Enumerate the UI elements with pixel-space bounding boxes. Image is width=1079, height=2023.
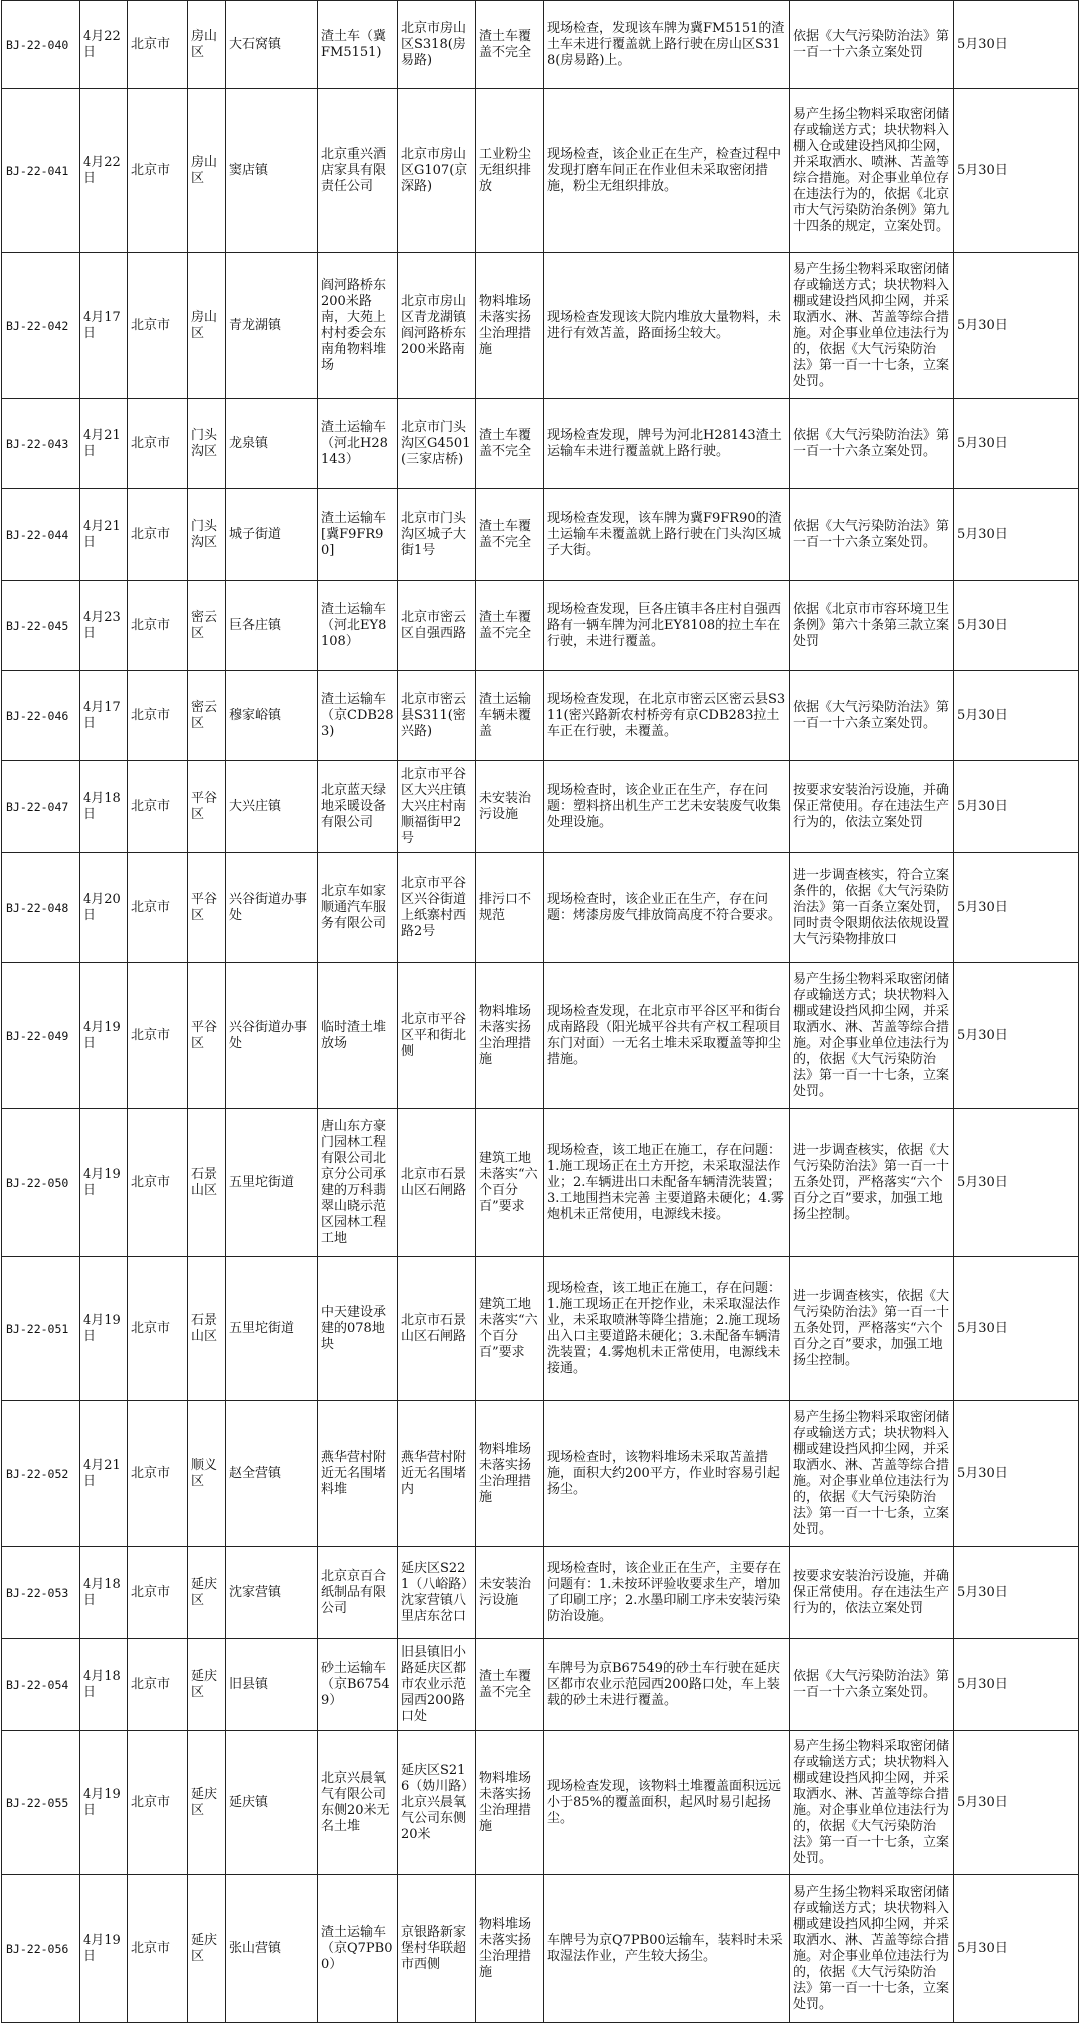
table-row	[2, 89, 1079, 253]
inspection-target: 北京兴晨氧气有限公司东侧20米无名土堆	[318, 1731, 398, 1875]
table-body	[2, 1, 1079, 2023]
district-name: 房山区	[188, 253, 226, 399]
town-name: 窦店镇	[226, 89, 318, 253]
deadline-date: 5月30日	[954, 963, 1079, 1109]
inspection-target: 燕华营村附近无名围堵料堆	[318, 1401, 398, 1547]
inspection-finding: 现场检查，发现该车牌为冀FM5151的渣土车未进行覆盖就上路行驶在房山区S318(房易路)上。	[544, 1, 790, 89]
city-name: 北京市	[128, 581, 188, 671]
inspection-target: 北京蓝天绿地采暖设备有限公司	[318, 761, 398, 853]
deadline-date: 5月30日	[954, 1, 1079, 89]
town-name: 巨各庄镇	[226, 581, 318, 671]
inspection-date: 4月21日	[80, 489, 128, 581]
record-id: BJ-22-054	[2, 1639, 80, 1731]
inspection-location: 北京市门头沟区城子大街1号	[398, 489, 476, 581]
record-id: BJ-22-041	[2, 89, 80, 253]
deadline-date: 5月30日	[954, 1109, 1079, 1257]
handling-action: 易产生扬尘物料采取密闭储存或输送方式；块状物料入棚或建设挡风抑尘网，并采取洒水、淋、苫盖等综合措施。对企事业单位违法行为的，依据《大气污染防治法》第一百一十七条，立案处罚。	[790, 1401, 954, 1547]
inspection-target: 渣土运输车[冀F9FR90]	[318, 489, 398, 581]
handling-action: 易产生扬尘物料采取密闭储存或输送方式；块状物料入棚或建设挡风抑尘网，并采取洒水、淋、苫盖等综合措施。对企事业单位违法行为的，依据《大气污染防治法》第一百一十七条，立案处罚。	[790, 963, 954, 1109]
inspection-finding: 现场检查时，该企业正在生产，存在问题：塑料挤出机生产工艺未安装废气收集处理设施。	[544, 761, 790, 853]
town-name: 张山营镇	[226, 1875, 318, 2023]
town-name: 龙泉镇	[226, 399, 318, 489]
district-name: 平谷区	[188, 853, 226, 963]
deadline-date: 5月30日	[954, 1547, 1079, 1639]
town-name: 五里坨街道	[226, 1109, 318, 1257]
inspection-finding: 现场检查发现该大院内堆放大量物料，未进行有效苫盖，路面扬尘较大。	[544, 253, 790, 399]
record-id: BJ-22-044	[2, 489, 80, 581]
inspection-table	[1, 0, 1079, 2023]
district-name: 延庆区	[188, 1547, 226, 1639]
handling-action: 进一步调查核实，依据《大气污染防治法》第一百一十五条处罚，严格落实“六个百分之百”要求，加强工地扬尘控制。	[790, 1109, 954, 1257]
inspection-target: 砂土运输车（京B67549）	[318, 1639, 398, 1731]
inspection-location: 京银路新家堡村华联超市西侧	[398, 1875, 476, 2023]
deadline-date: 5月30日	[954, 1639, 1079, 1731]
inspection-date: 4月20日	[80, 853, 128, 963]
table-row	[2, 1109, 1079, 1257]
handling-action: 依据《大气污染防治法》第一百一十六条立案处罚。	[790, 489, 954, 581]
district-name: 石景山区	[188, 1109, 226, 1257]
deadline-date: 5月30日	[954, 253, 1079, 399]
inspection-finding: 现场检查发现，牌号为河北H28143渣土运输车未进行覆盖就上路行驶。	[544, 399, 790, 489]
inspection-target: 渣土运输车（河北H28143）	[318, 399, 398, 489]
city-name: 北京市	[128, 1731, 188, 1875]
handling-action: 进一步调查核实，依据《大气污染防治法》第一百一十五条处罚，严格落实“六个百分之百”要求，加强工地扬尘控制。	[790, 1257, 954, 1401]
handling-action: 依据《北京市市容环境卫生条例》第六十条第三款立案处罚	[790, 581, 954, 671]
inspection-date: 4月17日	[80, 253, 128, 399]
inspection-location: 北京市石景山区石闸路	[398, 1109, 476, 1257]
city-name: 北京市	[128, 1639, 188, 1731]
district-name: 房山区	[188, 1, 226, 89]
deadline-date: 5月30日	[954, 1875, 1079, 2023]
handling-action: 易产生扬尘物料采取密闭储存或输送方式；块状物料入棚或建设挡风抑尘网，并采取洒水、淋、苫盖等综合措施。对企事业单位违法行为的，依据《大气污染防治法》第一百一十七条，立案处罚。	[790, 1731, 954, 1875]
problem-type: 渣土车覆盖不完全	[476, 1, 544, 89]
record-id: BJ-22-043	[2, 399, 80, 489]
table-row	[2, 1875, 1079, 2023]
handling-action: 易产生扬尘物料采取密闭储存或输送方式；块状物料入棚或建设挡风抑尘网，并采取洒水、淋、苫盖等综合措施。对企事业单位违法行为的，依据《大气污染防治法》第一百一十七条，立案处罚。	[790, 253, 954, 399]
inspection-location: 延庆区S221（八峪路）沈家营镇八里店东岔口	[398, 1547, 476, 1639]
handling-action: 进一步调查核实，符合立案条件的，依据《大气污染防治法》第一百条立案处罚，同时责令限期依法依规设置大气污染物排放口	[790, 853, 954, 963]
table-row	[2, 671, 1079, 761]
city-name: 北京市	[128, 761, 188, 853]
inspection-finding: 现场检查时，该物料堆场未采取苫盖措施，面积大约200平方，作业时容易引起扬尘。	[544, 1401, 790, 1547]
inspection-location: 旧县镇旧小路延庆区都市农业示范园西200路口处	[398, 1639, 476, 1731]
city-name: 北京市	[128, 853, 188, 963]
record-id: BJ-22-048	[2, 853, 80, 963]
table-row	[2, 853, 1079, 963]
inspection-location: 北京市平谷区大兴庄镇大兴庄村南顺福街甲2号	[398, 761, 476, 853]
inspection-finding: 现场检查发现，在北京市平谷区平和街台成南路段（阳光城平谷共有产权工程项目东门对面）一无名土堆未采取覆盖等抑尘措施。	[544, 963, 790, 1109]
inspection-date: 4月19日	[80, 1109, 128, 1257]
inspection-location: 北京市房山区S318(房易路)	[398, 1, 476, 89]
handling-action: 按要求安装治污设施，并确保正常使用。存在违法生产行为的，依法立案处罚	[790, 1547, 954, 1639]
deadline-date: 5月30日	[954, 581, 1079, 671]
handling-action: 易产生扬尘物料采取密闭储存或输送方式；块状物料入棚入仓或建设挡风抑尘网，并采取洒水、喷淋、苫盖等综合措施。对企事业单位存在违法行为的，依据《北京市大气污染防治条例》第九十四条的规定，立案处罚。	[790, 89, 954, 253]
handling-action: 依据《大气污染防治法》第一百一十六条立案处罚。	[790, 1639, 954, 1731]
inspection-location: 燕华营村附近无名围堵内	[398, 1401, 476, 1547]
problem-type: 未安装治污设施	[476, 761, 544, 853]
inspection-target: 北京车如家顺通汽车服务有限公司	[318, 853, 398, 963]
problem-type: 建筑工地未落实“六个百分百”要求	[476, 1109, 544, 1257]
inspection-finding: 现场检查发现，该车牌为冀F9FR90的渣土运输车未覆盖就上路行驶在门头沟区城子大街。	[544, 489, 790, 581]
handling-action: 依据《大气污染防治法》第一百一十六条立案处罚	[790, 1, 954, 89]
table-row	[2, 1257, 1079, 1401]
district-name: 门头沟区	[188, 399, 226, 489]
city-name: 北京市	[128, 489, 188, 581]
town-name: 沈家营镇	[226, 1547, 318, 1639]
town-name: 大兴庄镇	[226, 761, 318, 853]
town-name: 大石窝镇	[226, 1, 318, 89]
deadline-date: 5月30日	[954, 1731, 1079, 1875]
inspection-date: 4月23日	[80, 581, 128, 671]
city-name: 北京市	[128, 671, 188, 761]
inspection-location: 北京市房山区G107(京深路)	[398, 89, 476, 253]
town-name: 赵全营镇	[226, 1401, 318, 1547]
city-name: 北京市	[128, 89, 188, 253]
district-name: 密云区	[188, 671, 226, 761]
record-id: BJ-22-045	[2, 581, 80, 671]
problem-type: 物料堆场未落实扬尘治理措施	[476, 1731, 544, 1875]
town-name: 延庆镇	[226, 1731, 318, 1875]
district-name: 延庆区	[188, 1639, 226, 1731]
table-row	[2, 399, 1079, 489]
inspection-target: 渣土运输车（河北EY8108）	[318, 581, 398, 671]
district-name: 延庆区	[188, 1875, 226, 2023]
district-name: 密云区	[188, 581, 226, 671]
deadline-date: 5月30日	[954, 1257, 1079, 1401]
inspection-target: 临时渣土堆放场	[318, 963, 398, 1109]
problem-type: 渣土车覆盖不完全	[476, 581, 544, 671]
problem-type: 物料堆场未落实扬尘治理措施	[476, 253, 544, 399]
inspection-finding: 现场检查时，该企业正在生产，存在问题：烤漆房废气排放筒高度不符合要求。	[544, 853, 790, 963]
record-id: BJ-22-055	[2, 1731, 80, 1875]
inspection-date: 4月18日	[80, 761, 128, 853]
city-name: 北京市	[128, 1109, 188, 1257]
inspection-finding: 现场检查发现，在北京市密云区密云县S311(密兴路新农村桥旁有京CDB283拉土车正在行驶，未覆盖。	[544, 671, 790, 761]
inspection-target: 渣土运输车（京CDB283)	[318, 671, 398, 761]
inspection-date: 4月19日	[80, 1875, 128, 2023]
town-name: 五里坨街道	[226, 1257, 318, 1401]
inspection-date: 4月22日	[80, 1, 128, 89]
problem-type: 物料堆场未落实扬尘治理措施	[476, 1401, 544, 1547]
inspection-target: 北京重兴酒店家具有限责任公司	[318, 89, 398, 253]
problem-type: 建筑工地未落实“六个百分百”要求	[476, 1257, 544, 1401]
inspection-finding: 车牌号为京B67549的砂土车行驶在延庆区都市农业示范园西200路口处，车上装载的砂土未进行覆盖。	[544, 1639, 790, 1731]
table-row	[2, 1731, 1079, 1875]
inspection-finding: 现场检查，该企业正在生产，检查过程中发现打磨车间正在作业但未采取密闭措施，粉尘无组织排放。	[544, 89, 790, 253]
problem-type: 工业粉尘无组织排放	[476, 89, 544, 253]
inspection-date: 4月19日	[80, 963, 128, 1109]
inspection-date: 4月18日	[80, 1547, 128, 1639]
table-row	[2, 581, 1079, 671]
district-name: 平谷区	[188, 761, 226, 853]
inspection-location: 北京市密云区自强西路	[398, 581, 476, 671]
problem-type: 物料堆场未落实扬尘治理措施	[476, 1875, 544, 2023]
city-name: 北京市	[128, 253, 188, 399]
table-row	[2, 1401, 1079, 1547]
table-row	[2, 253, 1079, 399]
deadline-date: 5月30日	[954, 489, 1079, 581]
inspection-date: 4月22日	[80, 89, 128, 253]
district-name: 平谷区	[188, 963, 226, 1109]
table-row	[2, 1, 1079, 89]
record-id: BJ-22-046	[2, 671, 80, 761]
town-name: 兴谷街道办事处	[226, 963, 318, 1109]
city-name: 北京市	[128, 1257, 188, 1401]
record-id: BJ-22-053	[2, 1547, 80, 1639]
inspection-location: 北京市平谷区兴谷街道上纸寨村西路2号	[398, 853, 476, 963]
handling-action: 易产生扬尘物料采取密闭储存或输送方式；块状物料入棚或建设挡风抑尘网，并采取洒水、淋、苫盖等综合措施。对企事业单位违法行为的，依据《大气污染防治法》第一百一十七条，立案处罚。	[790, 1875, 954, 2023]
record-id: BJ-22-049	[2, 963, 80, 1109]
inspection-location: 延庆区S216（妫川路）北京兴晨氧气公司东侧20米	[398, 1731, 476, 1875]
handling-action: 依据《大气污染防治法》第一百一十六条立案处罚。	[790, 671, 954, 761]
inspection-location: 北京市平谷区平和街北侧	[398, 963, 476, 1109]
inspection-finding: 现场检查，该工地正在施工，存在问题：1.施工现场正在土方开挖，未采取湿法作业；2.车辆进出口未配备车辆清洗装置；3.工地围挡未完善 主要道路未硬化；4.雾炮机未正常使用，电源线未接。	[544, 1109, 790, 1257]
town-name: 兴谷街道办事处	[226, 853, 318, 963]
inspection-finding: 现场检查时，该企业正在生产，主要存在问题有：1.未按环评验收要求生产，增加了印刷工序；2.水墨印刷工序未安装污染防治设施。	[544, 1547, 790, 1639]
record-id: BJ-22-040	[2, 1, 80, 89]
problem-type: 物料堆场未落实扬尘治理措施	[476, 963, 544, 1109]
problem-type: 渣土车覆盖不完全	[476, 1639, 544, 1731]
record-id: BJ-22-052	[2, 1401, 80, 1547]
record-id: BJ-22-051	[2, 1257, 80, 1401]
record-id: BJ-22-056	[2, 1875, 80, 2023]
inspection-date: 4月18日	[80, 1639, 128, 1731]
city-name: 北京市	[128, 1, 188, 89]
record-id: BJ-22-050	[2, 1109, 80, 1257]
town-name: 穆家峪镇	[226, 671, 318, 761]
inspection-finding: 现场检查发现，该物料土堆覆盖面积远远小于85%的覆盖面积，起风时易引起扬尘。	[544, 1731, 790, 1875]
inspection-location: 北京市门头沟区G4501(三家店桥)	[398, 399, 476, 489]
deadline-date: 5月30日	[954, 761, 1079, 853]
city-name: 北京市	[128, 399, 188, 489]
inspection-date: 4月17日	[80, 671, 128, 761]
district-name: 延庆区	[188, 1731, 226, 1875]
town-name: 城子街道	[226, 489, 318, 581]
city-name: 北京市	[128, 1875, 188, 2023]
handling-action: 依据《大气污染防治法》第一百一十六条立案处罚。	[790, 399, 954, 489]
inspection-finding: 现场检查发现，巨各庄镇丰各庄村自强西路有一辆车牌为河北EY8108的拉土车在行驶，未进行覆盖。	[544, 581, 790, 671]
city-name: 北京市	[128, 963, 188, 1109]
table-row	[2, 963, 1079, 1109]
handling-action: 按要求安装治污设施，并确保正常使用。存在违法生产行为的，依法立案处罚	[790, 761, 954, 853]
problem-type: 排污口不规范	[476, 853, 544, 963]
table-row	[2, 1547, 1079, 1639]
record-id: BJ-22-042	[2, 253, 80, 399]
town-name: 青龙湖镇	[226, 253, 318, 399]
city-name: 北京市	[128, 1547, 188, 1639]
inspection-location: 北京市密云县S311(密兴路)	[398, 671, 476, 761]
inspection-target: 北京京百合纸制品有限公司	[318, 1547, 398, 1639]
table-row	[2, 1639, 1079, 1731]
problem-type: 渣土车覆盖不完全	[476, 399, 544, 489]
inspection-target: 渣土运输车（京Q7PB00）	[318, 1875, 398, 2023]
problem-type: 渣土运输车辆未覆盖	[476, 671, 544, 761]
record-id: BJ-22-047	[2, 761, 80, 853]
district-name: 门头沟区	[188, 489, 226, 581]
inspection-date: 4月19日	[80, 1731, 128, 1875]
table-row	[2, 489, 1079, 581]
inspection-date: 4月21日	[80, 1401, 128, 1547]
inspection-target: 阎河路桥东200米路南，大苑上村村委会东南角物料堆场	[318, 253, 398, 399]
town-name: 旧县镇	[226, 1639, 318, 1731]
inspection-date: 4月21日	[80, 399, 128, 489]
inspection-location: 北京市房山区青龙湖镇阎河路桥东200米路南	[398, 253, 476, 399]
inspection-location: 北京市石景山区石闸路	[398, 1257, 476, 1401]
deadline-date: 5月30日	[954, 399, 1079, 489]
inspection-target: 中天建设承建的078地块	[318, 1257, 398, 1401]
city-name: 北京市	[128, 1401, 188, 1547]
inspection-target: 渣土车（冀FM5151)	[318, 1, 398, 89]
deadline-date: 5月30日	[954, 1401, 1079, 1547]
inspection-date: 4月19日	[80, 1257, 128, 1401]
table-row	[2, 761, 1079, 853]
deadline-date: 5月30日	[954, 853, 1079, 963]
problem-type: 渣土车覆盖不完全	[476, 489, 544, 581]
inspection-finding: 车牌号为京Q7PB00运输车，装料时未采取湿法作业，产生较大扬尘。	[544, 1875, 790, 2023]
inspection-target: 唐山东方豪门园林工程有限公司北京分公司承建的万科翡翠山晓示范区园林工程工地	[318, 1109, 398, 1257]
problem-type: 未安装治污设施	[476, 1547, 544, 1639]
district-name: 石景山区	[188, 1257, 226, 1401]
district-name: 房山区	[188, 89, 226, 253]
deadline-date: 5月30日	[954, 89, 1079, 253]
deadline-date: 5月30日	[954, 671, 1079, 761]
district-name: 顺义区	[188, 1401, 226, 1547]
inspection-finding: 现场检查，该工地正在施工，存在问题：1.施工现场正在开挖作业，未采取湿法作业，未采取喷淋等降尘措施；2.施工现场出入口主要道路未硬化；3.未配备车辆清洗装置；4.雾炮机未正常使用，电源线未接通。	[544, 1257, 790, 1401]
